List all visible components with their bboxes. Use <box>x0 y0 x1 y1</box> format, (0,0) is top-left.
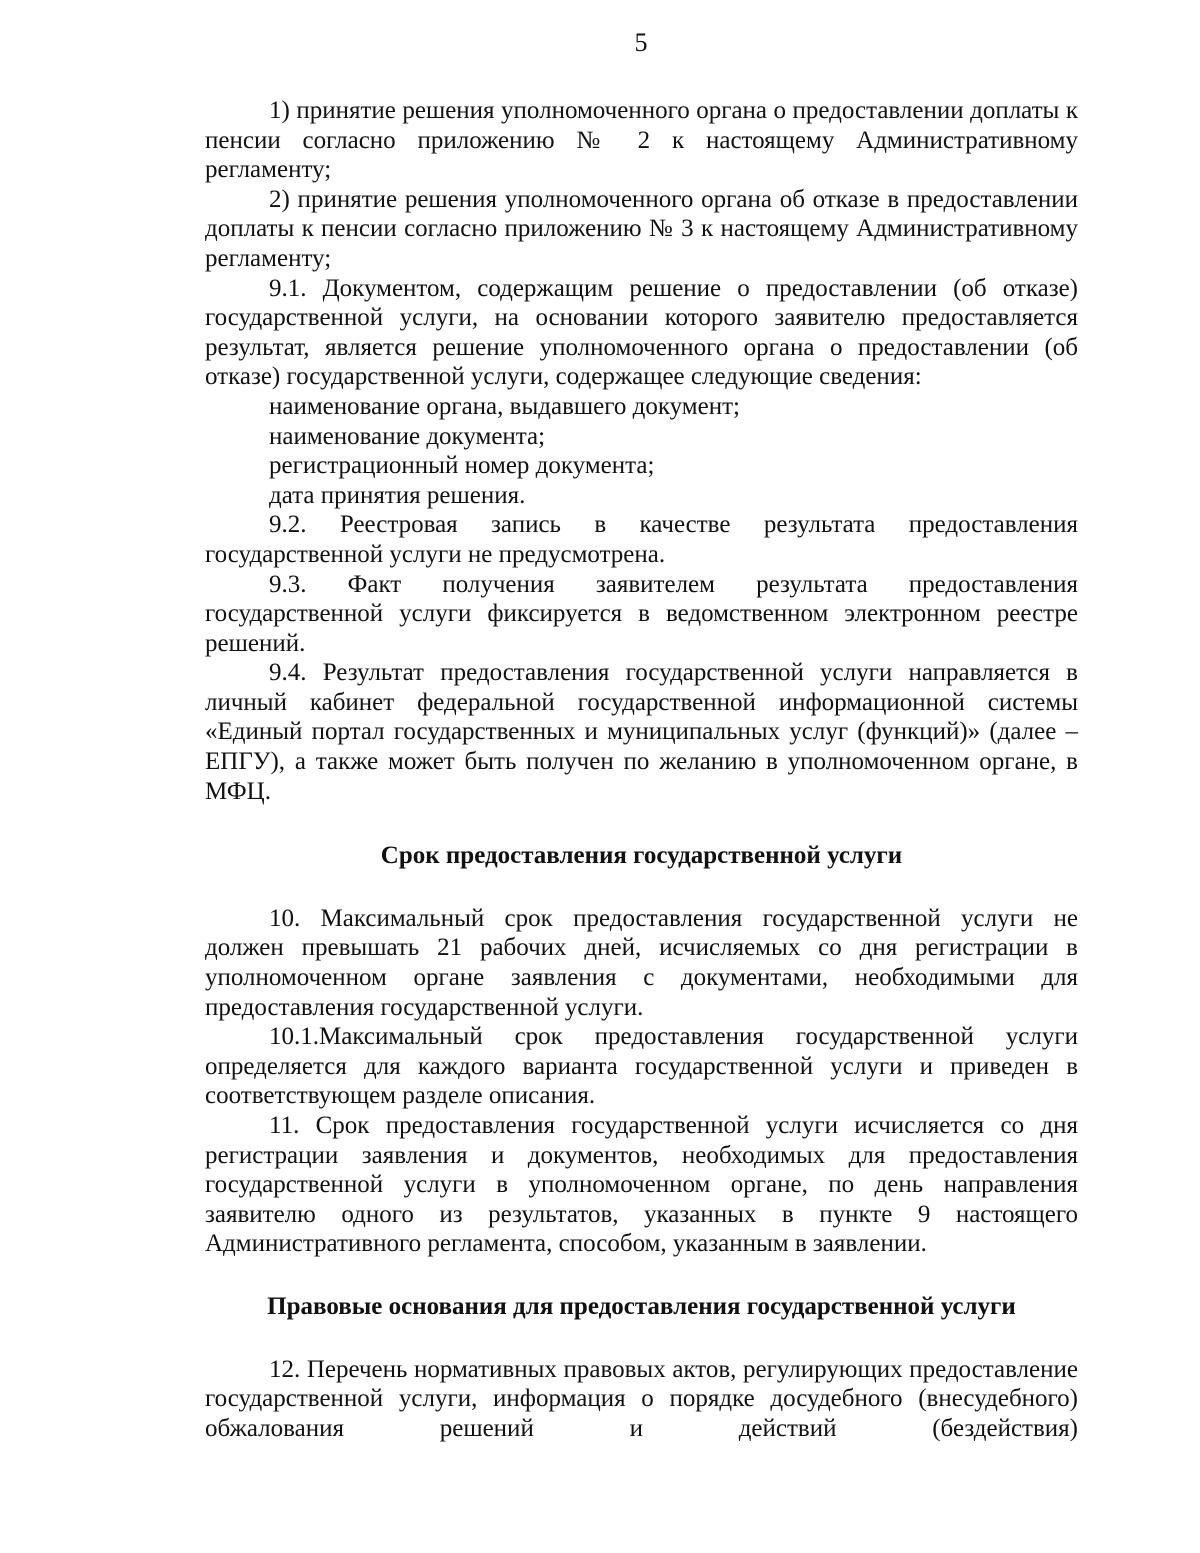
paragraph-9-3: 9.3. Факт получения заявителем результата предоставления государственной услуги фиксируется в ведомственном электронном реестре решений. <box>205 570 1078 657</box>
list-item: наименование документа; <box>269 422 546 450</box>
paragraph-11: 11. Срок предоставления государственной услуги исчисляется со дня регистрации заявления и документов, необходимых для предоставления государственной услуги в уполномоченном органе, по день направления заявителю одного из результатов, указанных в пункте 9 настоящего Административного регламента, способом, указанным в заявлении. <box>205 1112 1078 1258</box>
section-heading-legal-basis: Правовые основания для предоставления государственной услуги <box>267 1292 1016 1320</box>
list-item: наименование органа, выдавшего документ; <box>269 392 740 420</box>
paragraph-item-2: 2) принятие решения уполномоченного органа об отказе в предоставлении доплаты к пенсии согласно приложению № 3 к настоящему Административному регламенту; <box>205 185 1078 272</box>
paragraph-9-4: 9.4. Результат предоставления государственной услуги направляется в личный кабинет федеральной государственной информационной системы «Единый портал государственных и муниципальных услуг (функций)» (далее – ЕПГУ), а также может быть получен по желанию в уполномоченном органе, в МФЦ. <box>205 659 1078 805</box>
page-number: 5 <box>634 28 648 57</box>
paragraph-9-2: 9.2. Реестровая запись в качестве результата предоставления государственной услуги не предусмотрена. <box>205 511 1078 568</box>
paragraph-9-1: 9.1. Документом, содержащим решение о предоставлении (об отказе) государственной услуги, на основании которого заявителю предоставляется результат, является решение уполномоченного органа о предоставлении (об отказе) государственной услуги, содержащее следующие сведения: <box>205 274 1078 391</box>
paragraph-10-1: 10.1.Максимальный срок предоставления государственной услуги определяется для каждого варианта государственной услуги и приведен в соответствующем разделе описания. <box>205 1023 1078 1110</box>
document-body <box>205 96 1078 1443</box>
section-heading-term: Срок предоставления государственной услуги <box>380 842 903 870</box>
list-item: дата принятия решения. <box>269 481 526 509</box>
paragraph-10: 10. Максимальный срок предоставления государственной услуги не должен превышать 21 рабочих дней, исчисляемых со дня регистрации в уполномоченном органе заявления с документами, необходимыми для предоставления государственной услуги. <box>205 904 1078 1021</box>
paragraph-12: 12. Перечень нормативных правовых актов, регулирующих предоставление государственной услуги, информация о порядке досудебного (внесудебного) обжалования решений и действий (бездействия) <box>205 1355 1078 1442</box>
list-item: регистрационный номер документа; <box>269 452 655 480</box>
paragraph-item-1: 1) принятие решения уполномоченного органа о предоставлении доплаты к пенсии согласно приложению № 2 к настоящему Административному регламенту; <box>205 97 1078 184</box>
